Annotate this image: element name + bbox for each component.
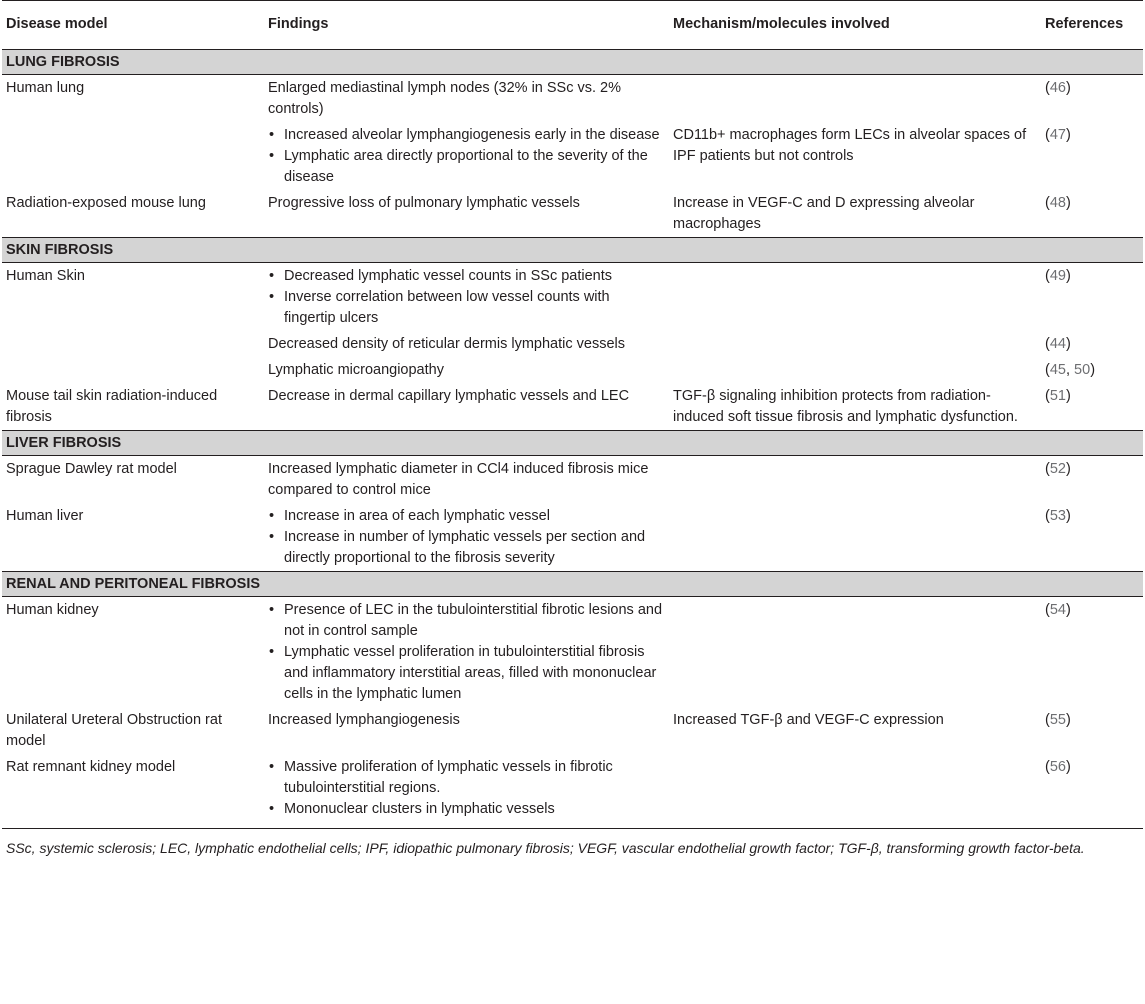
references-cell: (46) — [1045, 80, 1071, 96]
mechanism-cell: Increased TGF-β and VEGF-C expression — [673, 712, 944, 728]
mechanism-cell — [669, 456, 1041, 504]
header-row — [2, 1, 1143, 50]
reference-link[interactable]: 47 — [1049, 127, 1066, 143]
header-disease-model: Disease model — [2, 1, 264, 50]
section-title: LIVER FIBROSIS — [2, 431, 1143, 456]
table-row — [2, 122, 1143, 190]
disease-model-cell: Human Skin — [6, 268, 85, 284]
reference-link[interactable]: 48 — [1049, 195, 1066, 211]
table-footnote: SSc, systemic sclerosis; LEC, lymphatic endothelial cells; IPF, idiopathic pulmonary fibrosis; VEGF, vascular endothelial growth factor; TGF-β, transforming growth factor-beta. — [6, 840, 1085, 856]
reference-link[interactable]: 49 — [1049, 268, 1066, 284]
reference-link[interactable]: 53 — [1049, 508, 1066, 524]
mechanism-cell — [669, 263, 1041, 332]
references-cell: (51) — [1045, 388, 1071, 404]
section-header-row — [2, 431, 1143, 456]
reference-link[interactable]: 45 — [1049, 362, 1066, 378]
disease-model-cell: Human kidney — [6, 602, 99, 618]
findings-list — [268, 600, 665, 705]
section-header-row — [2, 50, 1143, 75]
table-body — [2, 50, 1143, 829]
mechanism-cell — [669, 503, 1041, 572]
disease-model-cell — [2, 357, 264, 383]
findings-cell: Lymphatic microangiopathy — [268, 362, 444, 378]
table-row — [2, 263, 1143, 332]
findings-list — [268, 506, 665, 569]
table-row — [2, 357, 1143, 383]
references-cell: (49) — [1045, 268, 1071, 284]
disease-model-cell: Human lung — [6, 80, 85, 96]
findings-list-item: • Inverse correlation between low vessel counts with fingertip ulcers — [268, 287, 665, 329]
reference-link[interactable]: 50 — [1074, 362, 1091, 378]
references-cell: (47) — [1045, 127, 1071, 143]
mechanism-cell: TGF-β signaling inhibition protects from radiation-induced soft tissue fibrosis and lymphatic dysfunction. — [673, 388, 1018, 425]
section-title: SKIN FIBROSIS — [2, 238, 1143, 263]
findings-cell: Increased lymphatic diameter in CCl4 induced fibrosis mice compared to control mice — [268, 461, 649, 498]
reference-link[interactable]: 51 — [1049, 388, 1066, 404]
references-cell: (56) — [1041, 754, 1143, 829]
section-header-row — [2, 572, 1143, 597]
table-row — [2, 754, 1143, 829]
findings-list-item: • Decreased lymphatic vessel counts in SSc patients — [268, 266, 665, 287]
references-cell: (53) — [1045, 508, 1071, 524]
references-cell: (55) — [1045, 712, 1071, 728]
reference-link[interactable]: 52 — [1049, 461, 1066, 477]
findings-list-item: • Lymphatic area directly proportional to the severity of the disease — [268, 146, 665, 188]
table-row — [2, 597, 1143, 708]
findings-cell — [264, 503, 669, 572]
references-cell: (45, 50) — [1045, 362, 1096, 378]
findings-list — [268, 125, 665, 188]
reference-link[interactable]: 56 — [1049, 759, 1066, 775]
findings-list-item: • Mononuclear clusters in lymphatic vessels — [268, 799, 665, 820]
findings-list-item: • Massive proliferation of lymphatic vessels in fibrotic tubulointerstitial regions. — [268, 757, 665, 799]
reference-link[interactable]: 55 — [1049, 712, 1066, 728]
table-row — [2, 503, 1143, 572]
findings-cell — [264, 597, 669, 708]
table-container — [2, 0, 1143, 859]
findings-cell: Decrease in dermal capillary lymphatic vessels and LEC — [268, 388, 630, 404]
reference-link[interactable]: 54 — [1049, 602, 1066, 618]
table-row — [2, 75, 1143, 123]
findings-cell: Increased lymphangiogenesis — [268, 712, 460, 728]
findings-cell: Enlarged mediastinal lymph nodes (32% in SSc vs. 2% controls) — [268, 80, 622, 117]
table-row — [2, 190, 1143, 238]
disease-model-cell — [2, 331, 264, 357]
findings-list-item: • Increase in area of each lymphatic vessel — [268, 506, 665, 527]
findings-list-item: • Presence of LEC in the tubulointerstitial fibrotic lesions and not in control sample — [268, 600, 665, 642]
section-header-row — [2, 238, 1143, 263]
disease-model-cell: Mouse tail skin radiation-induced fibrosis — [6, 388, 218, 425]
mechanism-cell — [669, 754, 1041, 829]
disease-model-cell: Rat remnant kidney model — [2, 754, 264, 829]
table-row — [2, 456, 1143, 504]
findings-cell — [264, 263, 669, 332]
mechanism-cell — [669, 597, 1041, 708]
table-row — [2, 707, 1143, 754]
table-row — [2, 331, 1143, 357]
mechanism-cell: CD11b+ macrophages form LECs in alveolar spaces of IPF patients but not controls — [673, 127, 1027, 164]
mechanism-cell: Increase in VEGF-C and D expressing alveolar macrophages — [673, 195, 975, 232]
findings-list — [268, 757, 665, 820]
header-mechanism: Mechanism/molecules involved — [669, 1, 1041, 50]
findings-cell: Progressive loss of pulmonary lymphatic vessels — [268, 195, 580, 211]
findings-cell: Decreased density of reticular dermis lymphatic vessels — [268, 336, 625, 352]
mechanism-cell — [669, 331, 1041, 357]
section-title: LUNG FIBROSIS — [2, 50, 1143, 75]
findings-list-item: • Increased alveolar lymphangiogenesis early in the disease — [268, 125, 665, 146]
reference-link[interactable]: 46 — [1049, 80, 1066, 96]
mechanism-cell — [669, 357, 1041, 383]
table-row — [2, 383, 1143, 431]
findings-list-item: • Lymphatic vessel proliferation in tubulointerstitial fibrosis and inflammatory interstitial areas, filled with mononuclear cells in the lymphatic lumen — [268, 642, 665, 705]
findings-cell — [264, 754, 669, 829]
header-references: References — [1041, 1, 1143, 50]
disease-model-cell: Unilateral Ureteral Obstruction rat model — [6, 712, 222, 749]
references-cell: (52) — [1045, 461, 1071, 477]
reference-link[interactable]: 44 — [1049, 336, 1066, 352]
disease-model-cell: Sprague Dawley rat model — [6, 461, 177, 477]
mechanism-cell — [669, 75, 1041, 123]
findings-list — [268, 266, 665, 329]
disease-model-cell: Radiation-exposed mouse lung — [6, 195, 206, 211]
findings-cell — [264, 122, 669, 190]
fibrosis-lymphatics-table — [2, 0, 1143, 829]
findings-list-item: • Increase in number of lymphatic vessels per section and directly proportional to the fibrosis severity — [268, 527, 665, 569]
disease-model-cell — [2, 122, 264, 190]
header-findings: Findings — [264, 1, 669, 50]
section-title: RENAL AND PERITONEAL FIBROSIS — [2, 572, 1143, 597]
references-cell: (44) — [1045, 336, 1071, 352]
references-cell: (54) — [1045, 602, 1071, 618]
disease-model-cell: Human liver — [6, 508, 84, 524]
references-cell: (48) — [1045, 195, 1071, 211]
